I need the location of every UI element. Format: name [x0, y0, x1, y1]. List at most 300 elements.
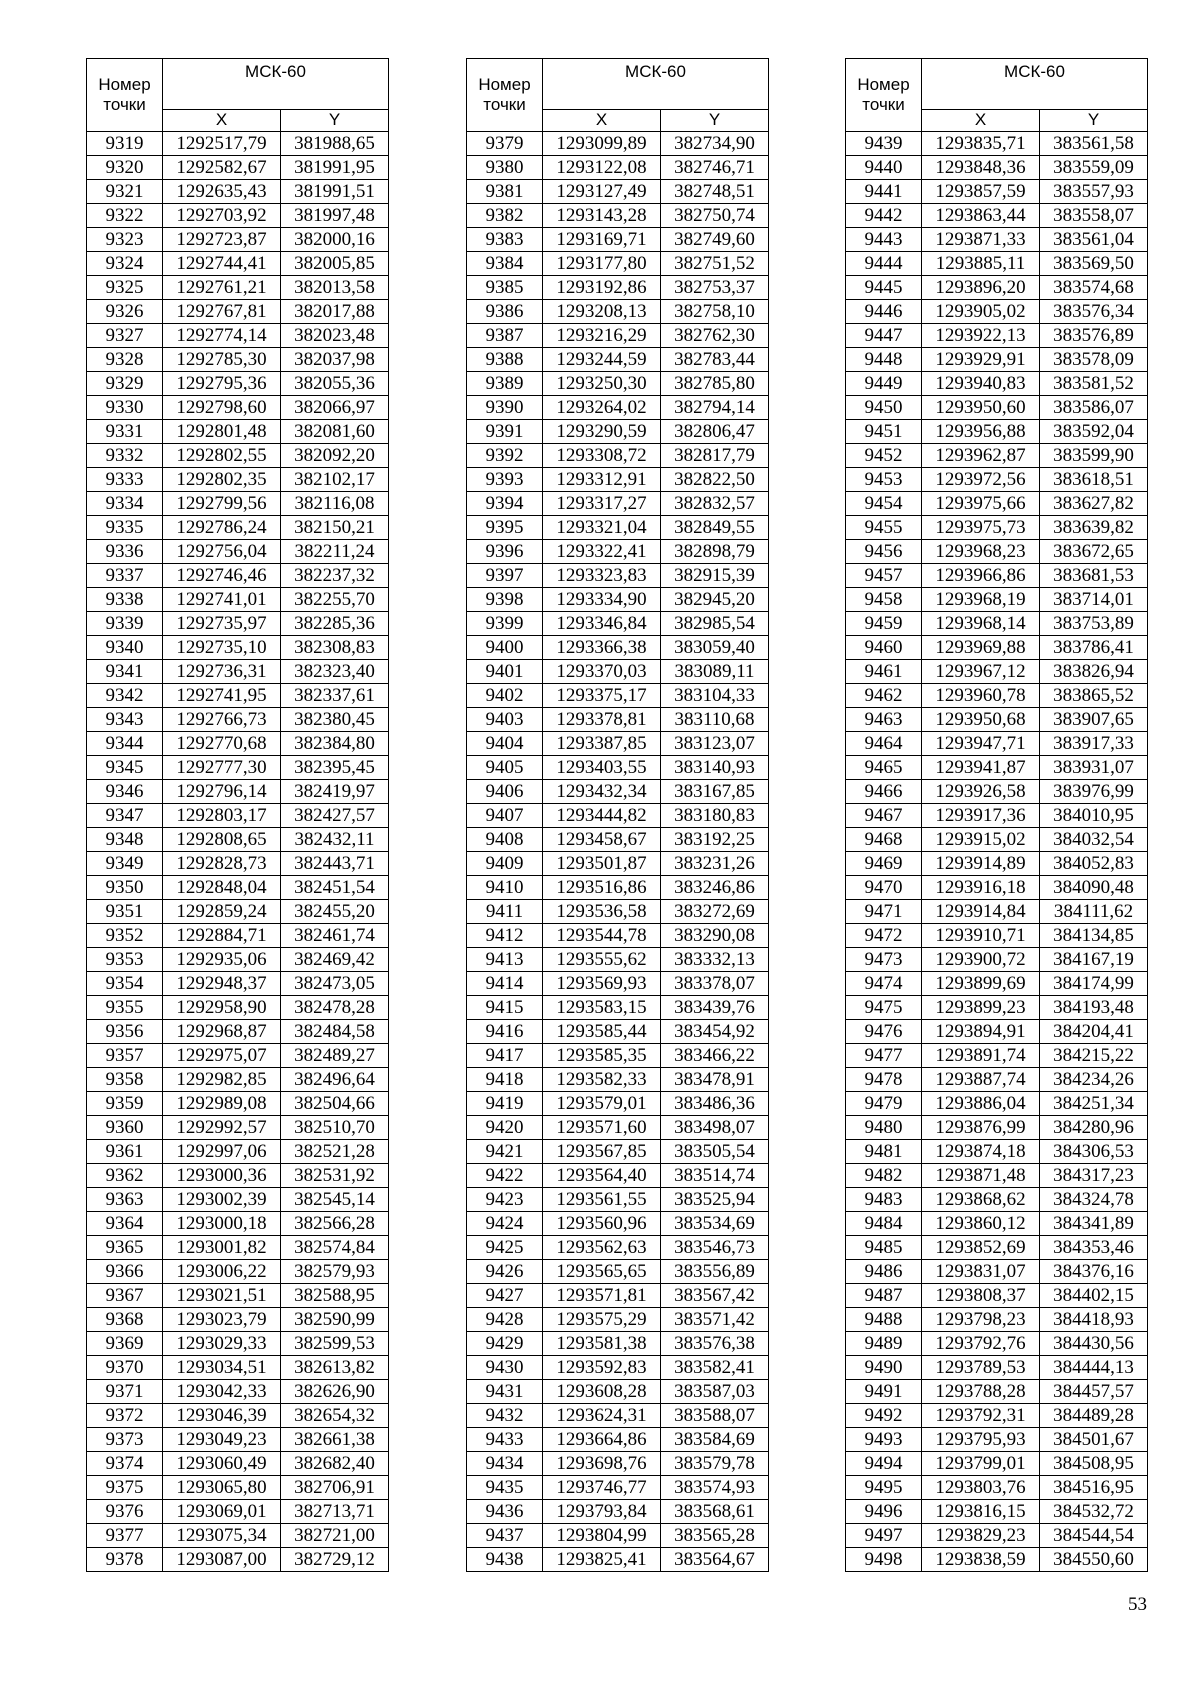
table-row: [467, 1212, 769, 1236]
x-coordinate-cell: 1293592,83: [543, 1356, 661, 1380]
table-row: [87, 564, 389, 588]
point-number-cell: 9420: [467, 1116, 543, 1140]
coordinates-table-3: [845, 58, 1148, 1572]
x-coordinate-cell: 1293169,71: [543, 228, 661, 252]
table-row: [87, 1308, 389, 1332]
x-coordinate-cell: 1293624,31: [543, 1404, 661, 1428]
y-coordinate-cell: 384444,13: [1040, 1356, 1148, 1380]
point-number-cell: 9425: [467, 1236, 543, 1260]
point-number-cell: 9347: [87, 804, 163, 828]
x-coordinate-cell: 1293564,40: [543, 1164, 661, 1188]
y-coordinate-cell: 382005,85: [281, 252, 389, 276]
point-number-cell: 9321: [87, 180, 163, 204]
table-row: [846, 300, 1148, 324]
point-number-cell: 9451: [846, 420, 922, 444]
y-coordinate-cell: 383140,93: [661, 756, 769, 780]
y-coordinate-cell: 384489,28: [1040, 1404, 1148, 1428]
x-coordinate-cell: 1293544,78: [543, 924, 661, 948]
y-coordinate-cell: 382661,38: [281, 1428, 389, 1452]
table-row: [467, 1428, 769, 1452]
x-coordinate-cell: 1293891,74: [922, 1044, 1040, 1068]
point-number-cell: 9374: [87, 1452, 163, 1476]
point-number-cell: 9394: [467, 492, 543, 516]
table-row: [846, 1548, 1148, 1572]
x-coordinate-cell: 1292808,65: [163, 828, 281, 852]
y-coordinate-cell: 383272,69: [661, 900, 769, 924]
point-number-cell: 9487: [846, 1284, 922, 1308]
table-row: [87, 132, 389, 156]
x-coordinate-cell: 1293403,55: [543, 756, 661, 780]
x-coordinate-cell: 1293075,34: [163, 1524, 281, 1548]
point-number-cell: 9414: [467, 972, 543, 996]
y-coordinate-cell: 382574,84: [281, 1236, 389, 1260]
table-row: [87, 276, 389, 300]
y-coordinate-cell: 384167,19: [1040, 948, 1148, 972]
y-coordinate-cell: 383599,90: [1040, 444, 1148, 468]
y-coordinate-cell: 383574,93: [661, 1476, 769, 1500]
table-row: [467, 564, 769, 588]
y-coordinate-cell: 383579,78: [661, 1452, 769, 1476]
table-row: [87, 420, 389, 444]
x-coordinate-cell: 1293317,27: [543, 492, 661, 516]
x-coordinate-cell: 1293803,76: [922, 1476, 1040, 1500]
y-coordinate-cell: 383576,34: [1040, 300, 1148, 324]
x-coordinate-cell: 1292935,06: [163, 948, 281, 972]
x-coordinate-cell: 1293575,29: [543, 1308, 661, 1332]
y-coordinate-cell: 382566,28: [281, 1212, 389, 1236]
point-number-cell: 9481: [846, 1140, 922, 1164]
table-row: [846, 180, 1148, 204]
x-coordinate-cell: 1293788,28: [922, 1380, 1040, 1404]
x-coordinate-cell: 1293885,11: [922, 252, 1040, 276]
x-coordinate-cell: 1293569,93: [543, 972, 661, 996]
table-row: [846, 564, 1148, 588]
table-row: [467, 1548, 769, 1572]
point-number-cell: 9461: [846, 660, 922, 684]
point-number-cell: 9320: [87, 156, 163, 180]
y-coordinate-cell: 384234,26: [1040, 1068, 1148, 1092]
x-coordinate-cell: 1293829,23: [922, 1524, 1040, 1548]
y-coordinate-cell: 383332,13: [661, 948, 769, 972]
table-row: [87, 636, 389, 660]
table-row: [87, 1188, 389, 1212]
table-row: [846, 1308, 1148, 1332]
point-number-cell: 9458: [846, 588, 922, 612]
y-coordinate-cell: 382706,91: [281, 1476, 389, 1500]
x-coordinate-cell: 1292958,90: [163, 996, 281, 1020]
table-row: [846, 228, 1148, 252]
x-coordinate-cell: 1292741,01: [163, 588, 281, 612]
x-coordinate-cell: 1292992,57: [163, 1116, 281, 1140]
table-row: [467, 1260, 769, 1284]
table-row: [467, 1188, 769, 1212]
x-coordinate-cell: 1293099,89: [543, 132, 661, 156]
table-row: [467, 612, 769, 636]
x-coordinate-cell: 1293852,69: [922, 1236, 1040, 1260]
x-coordinate-cell: 1292801,48: [163, 420, 281, 444]
x-coordinate-cell: 1292735,10: [163, 636, 281, 660]
y-coordinate-cell: 383576,38: [661, 1332, 769, 1356]
x-coordinate-cell: 1292703,92: [163, 204, 281, 228]
y-coordinate-cell: 382469,42: [281, 948, 389, 972]
table-row: [467, 948, 769, 972]
y-coordinate-cell: 384516,95: [1040, 1476, 1148, 1500]
table-row: [467, 348, 769, 372]
table-row: [87, 756, 389, 780]
table-row: [846, 972, 1148, 996]
point-number-cell: 9477: [846, 1044, 922, 1068]
x-coordinate-cell: 1293905,02: [922, 300, 1040, 324]
point-number-cell: 9404: [467, 732, 543, 756]
y-coordinate-cell: 383567,42: [661, 1284, 769, 1308]
x-coordinate-cell: 1293816,15: [922, 1500, 1040, 1524]
point-number-cell: 9471: [846, 900, 922, 924]
x-coordinate-cell: 1293887,74: [922, 1068, 1040, 1092]
x-coordinate-cell: 1293871,48: [922, 1164, 1040, 1188]
y-coordinate-cell: 384215,22: [1040, 1044, 1148, 1068]
y-coordinate-cell: 382945,20: [661, 588, 769, 612]
table-row: [467, 876, 769, 900]
point-number-cell: 9393: [467, 468, 543, 492]
point-number-cell: 9390: [467, 396, 543, 420]
table-row: [846, 1188, 1148, 1212]
y-coordinate-cell: 382211,24: [281, 540, 389, 564]
x-coordinate-cell: 1293914,84: [922, 900, 1040, 924]
y-coordinate-cell: 382626,90: [281, 1380, 389, 1404]
x-coordinate-cell: 1293793,84: [543, 1500, 661, 1524]
point-number-cell: 9333: [87, 468, 163, 492]
x-coordinate-cell: 1293000,18: [163, 1212, 281, 1236]
x-coordinate-cell: 1293874,18: [922, 1140, 1040, 1164]
x-coordinate-cell: 1293871,33: [922, 228, 1040, 252]
table-row: [467, 156, 769, 180]
point-number-cell: 9474: [846, 972, 922, 996]
x-coordinate-cell: 1292948,37: [163, 972, 281, 996]
point-number-cell: 9363: [87, 1188, 163, 1212]
point-number-cell: 9457: [846, 564, 922, 588]
table-row: [467, 540, 769, 564]
table-row: [846, 1404, 1148, 1428]
table-row: [87, 1212, 389, 1236]
point-number-cell: 9353: [87, 948, 163, 972]
x-coordinate-cell: 1293006,22: [163, 1260, 281, 1284]
y-header: Y: [661, 109, 769, 131]
point-number-cell: 9389: [467, 372, 543, 396]
y-coordinate-cell: 382461,74: [281, 924, 389, 948]
y-coordinate-cell: 383110,68: [661, 708, 769, 732]
x-coordinate-cell: 1293972,56: [922, 468, 1040, 492]
point-number-cell: 9397: [467, 564, 543, 588]
x-coordinate-cell: 1293562,63: [543, 1236, 661, 1260]
y-coordinate-cell: 382729,12: [281, 1548, 389, 1572]
table-row: [846, 252, 1148, 276]
table-row: [846, 540, 1148, 564]
x-coordinate-cell: 1292982,85: [163, 1068, 281, 1092]
y-coordinate-cell: 384532,72: [1040, 1500, 1148, 1524]
table-row: [87, 1332, 389, 1356]
point-number-cell: 9452: [846, 444, 922, 468]
point-number-cell: 9446: [846, 300, 922, 324]
x-coordinate-cell: 1293049,23: [163, 1428, 281, 1452]
x-coordinate-cell: 1293312,91: [543, 468, 661, 492]
point-number-cell: 9442: [846, 204, 922, 228]
x-coordinate-cell: 1293857,59: [922, 180, 1040, 204]
table-row: [846, 924, 1148, 948]
y-coordinate-cell: 383561,04: [1040, 228, 1148, 252]
table-row: [846, 1380, 1148, 1404]
x-coordinate-cell: 1293323,83: [543, 564, 661, 588]
x-coordinate-cell: 1293561,55: [543, 1188, 661, 1212]
table-row: [846, 324, 1148, 348]
y-coordinate-cell: 382985,54: [661, 612, 769, 636]
table-row: [87, 1428, 389, 1452]
point-number-cell: 9365: [87, 1236, 163, 1260]
y-coordinate-cell: 382599,53: [281, 1332, 389, 1356]
table-row: [467, 1356, 769, 1380]
point-number-cell: 9455: [846, 516, 922, 540]
x-coordinate-cell: 1293894,91: [922, 1020, 1040, 1044]
y-coordinate-cell: 382734,90: [661, 132, 769, 156]
y-coordinate-cell: 382478,28: [281, 996, 389, 1020]
point-number-cell: 9482: [846, 1164, 922, 1188]
table-row: [87, 1284, 389, 1308]
y-coordinate-cell: 383559,09: [1040, 156, 1148, 180]
point-number-cell: 9376: [87, 1500, 163, 1524]
x-coordinate-cell: 1293899,69: [922, 972, 1040, 996]
point-number-cell: 9426: [467, 1260, 543, 1284]
y-coordinate-cell: 384324,78: [1040, 1188, 1148, 1212]
y-coordinate-cell: 383586,07: [1040, 396, 1148, 420]
y-coordinate-cell: 382395,45: [281, 756, 389, 780]
y-coordinate-cell: 382380,45: [281, 708, 389, 732]
point-number-cell: 9417: [467, 1044, 543, 1068]
table-row: [846, 612, 1148, 636]
table-row: [846, 1524, 1148, 1548]
x-coordinate-cell: 1293915,02: [922, 828, 1040, 852]
point-number-cell: 9408: [467, 828, 543, 852]
x-coordinate-cell: 1292582,67: [163, 156, 281, 180]
x-coordinate-cell: 1292803,17: [163, 804, 281, 828]
point-number-cell: 9468: [846, 828, 922, 852]
x-coordinate-cell: 1292968,87: [163, 1020, 281, 1044]
point-number-cell: 9385: [467, 276, 543, 300]
y-coordinate-cell: 382255,70: [281, 588, 389, 612]
table-row: [467, 1332, 769, 1356]
x-coordinate-cell: 1292741,95: [163, 684, 281, 708]
x-coordinate-cell: 1293848,36: [922, 156, 1040, 180]
point-number-cell: 9418: [467, 1068, 543, 1092]
table-row: [467, 1404, 769, 1428]
x-coordinate-cell: 1293863,44: [922, 204, 1040, 228]
table-row: [467, 468, 769, 492]
table-row: [467, 180, 769, 204]
y-coordinate-cell: 384134,85: [1040, 924, 1148, 948]
y-coordinate-cell: 383478,91: [661, 1068, 769, 1092]
x-coordinate-cell: 1293127,49: [543, 180, 661, 204]
point-number-cell: 9323: [87, 228, 163, 252]
point-number-cell: 9354: [87, 972, 163, 996]
table-row: [467, 1452, 769, 1476]
point-number-cell: 9497: [846, 1524, 922, 1548]
table-row: [87, 732, 389, 756]
y-coordinate-cell: 382749,60: [661, 228, 769, 252]
y-coordinate-cell: 382484,58: [281, 1020, 389, 1044]
point-number-cell: 9465: [846, 756, 922, 780]
table-row: [87, 996, 389, 1020]
point-number-cell: 9478: [846, 1068, 922, 1092]
y-coordinate-cell: 382037,98: [281, 348, 389, 372]
point-number-cell: 9432: [467, 1404, 543, 1428]
y-coordinate-cell: 382000,16: [281, 228, 389, 252]
x-coordinate-cell: 1293370,03: [543, 660, 661, 684]
y-coordinate-cell: 382023,48: [281, 324, 389, 348]
x-coordinate-cell: 1293922,13: [922, 324, 1040, 348]
y-coordinate-cell: 382758,10: [661, 300, 769, 324]
y-coordinate-cell: 383486,36: [661, 1092, 769, 1116]
y-coordinate-cell: 382783,44: [661, 348, 769, 372]
coordinates-table-1: [86, 58, 389, 1572]
point-number-cell: 9440: [846, 156, 922, 180]
x-coordinate-cell: 1293346,84: [543, 612, 661, 636]
table-row: [87, 1140, 389, 1164]
x-coordinate-cell: 1293792,76: [922, 1332, 1040, 1356]
point-number-header: Номер точки: [87, 59, 163, 132]
table-row: [846, 1044, 1148, 1068]
x-coordinate-cell: 1293941,87: [922, 756, 1040, 780]
point-number-cell: 9429: [467, 1332, 543, 1356]
y-coordinate-cell: 383826,94: [1040, 660, 1148, 684]
table-row: [87, 228, 389, 252]
y-coordinate-cell: 384317,23: [1040, 1164, 1148, 1188]
table-row: [467, 804, 769, 828]
table-row: [87, 396, 389, 420]
y-coordinate-cell: 382915,39: [661, 564, 769, 588]
x-coordinate-cell: 1292635,43: [163, 180, 281, 204]
y-coordinate-cell: 383534,69: [661, 1212, 769, 1236]
point-number-cell: 9441: [846, 180, 922, 204]
table-row: [87, 1164, 389, 1188]
y-coordinate-cell: 384501,67: [1040, 1428, 1148, 1452]
y-coordinate-cell: 382066,97: [281, 396, 389, 420]
point-number-cell: 9375: [87, 1476, 163, 1500]
y-coordinate-cell: 383089,11: [661, 660, 769, 684]
table-row: [87, 708, 389, 732]
x-coordinate-cell: 1292786,24: [163, 516, 281, 540]
table-row: [87, 588, 389, 612]
x-coordinate-cell: 1293444,82: [543, 804, 661, 828]
y-coordinate-cell: 383714,01: [1040, 588, 1148, 612]
y-coordinate-cell: 382308,83: [281, 636, 389, 660]
table-row: [846, 900, 1148, 924]
y-coordinate-cell: 384353,46: [1040, 1236, 1148, 1260]
table-row: [846, 684, 1148, 708]
y-coordinate-cell: 383565,28: [661, 1524, 769, 1548]
point-number-cell: 9328: [87, 348, 163, 372]
table-row: [467, 1284, 769, 1308]
point-number-cell: 9345: [87, 756, 163, 780]
table-row: [467, 684, 769, 708]
x-coordinate-cell: 1292884,71: [163, 924, 281, 948]
point-number-cell: 9496: [846, 1500, 922, 1524]
y-coordinate-cell: 384306,53: [1040, 1140, 1148, 1164]
point-number-cell: 9355: [87, 996, 163, 1020]
x-coordinate-cell: 1293825,41: [543, 1548, 661, 1572]
y-coordinate-cell: 384090,48: [1040, 876, 1148, 900]
point-number-cell: 9498: [846, 1548, 922, 1572]
point-number-cell: 9413: [467, 948, 543, 972]
coordinate-system-header: МСК-60: [922, 59, 1148, 110]
table-row: [467, 324, 769, 348]
table-row: [846, 1164, 1148, 1188]
x-coordinate-cell: 1293042,33: [163, 1380, 281, 1404]
x-coordinate-cell: 1293516,86: [543, 876, 661, 900]
x-coordinate-cell: 1293034,51: [163, 1356, 281, 1380]
table-row: [846, 276, 1148, 300]
point-number-cell: 9405: [467, 756, 543, 780]
point-number-cell: 9330: [87, 396, 163, 420]
y-coordinate-cell: 383180,83: [661, 804, 769, 828]
x-coordinate-cell: 1293334,90: [543, 588, 661, 612]
point-number-cell: 9387: [467, 324, 543, 348]
point-number-cell: 9369: [87, 1332, 163, 1356]
y-coordinate-cell: 382753,37: [661, 276, 769, 300]
point-number-cell: 9410: [467, 876, 543, 900]
y-coordinate-cell: 383123,07: [661, 732, 769, 756]
table-row: [467, 396, 769, 420]
x-coordinate-cell: 1293023,79: [163, 1308, 281, 1332]
y-coordinate-cell: 383588,07: [661, 1404, 769, 1428]
y-coordinate-cell: 384341,89: [1040, 1212, 1148, 1236]
x-coordinate-cell: 1293565,65: [543, 1260, 661, 1284]
point-number-cell: 9348: [87, 828, 163, 852]
table-row: [467, 444, 769, 468]
point-number-cell: 9326: [87, 300, 163, 324]
x-header: X: [922, 109, 1040, 131]
x-coordinate-cell: 1293799,01: [922, 1452, 1040, 1476]
point-number-cell: 9411: [467, 900, 543, 924]
table-row: [846, 468, 1148, 492]
point-number-cell: 9361: [87, 1140, 163, 1164]
table-row: [87, 780, 389, 804]
point-number-cell: 9332: [87, 444, 163, 468]
x-coordinate-cell: 1293143,28: [543, 204, 661, 228]
x-coordinate-cell: 1292828,73: [163, 852, 281, 876]
point-number-cell: 9407: [467, 804, 543, 828]
point-number-cell: 9356: [87, 1020, 163, 1044]
table-row: [846, 660, 1148, 684]
x-coordinate-cell: 1293192,86: [543, 276, 661, 300]
table-row: [87, 180, 389, 204]
y-coordinate-cell: 383514,74: [661, 1164, 769, 1188]
point-number-cell: 9403: [467, 708, 543, 732]
point-number-cell: 9338: [87, 588, 163, 612]
table-row: [87, 1476, 389, 1500]
x-coordinate-cell: 1292761,21: [163, 276, 281, 300]
point-number-cell: 9401: [467, 660, 543, 684]
x-coordinate-cell: 1293798,23: [922, 1308, 1040, 1332]
page-number: 53: [1128, 1594, 1147, 1615]
x-coordinate-cell: 1293536,58: [543, 900, 661, 924]
y-coordinate-cell: 382489,27: [281, 1044, 389, 1068]
y-coordinate-cell: 383231,26: [661, 852, 769, 876]
table-row: [467, 1116, 769, 1140]
x-coordinate-cell: 1293792,31: [922, 1404, 1040, 1428]
y-coordinate-cell: 384251,34: [1040, 1092, 1148, 1116]
x-coordinate-cell: 1293962,87: [922, 444, 1040, 468]
table-row: [87, 348, 389, 372]
point-number-cell: 9412: [467, 924, 543, 948]
x-coordinate-cell: 1293583,15: [543, 996, 661, 1020]
